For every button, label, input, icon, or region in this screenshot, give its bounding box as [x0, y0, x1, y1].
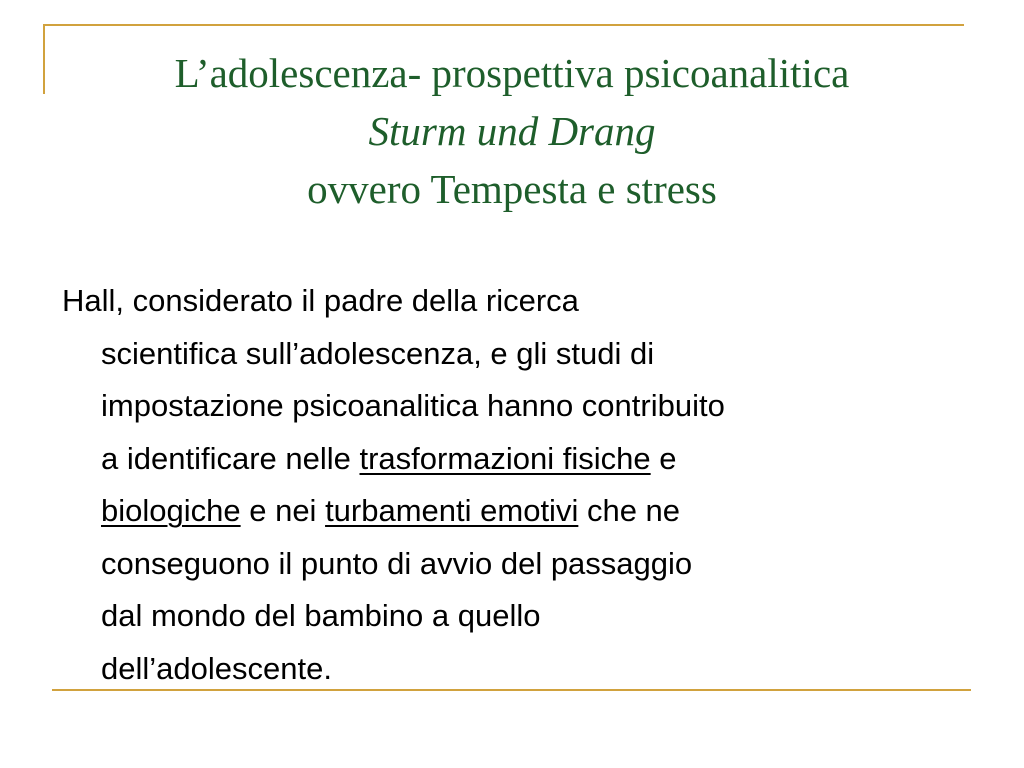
- slide-title: [52, 44, 972, 218]
- body-line-1: Hall, considerato il padre della ricerca: [62, 283, 579, 318]
- body-line-5-text-mid: e nei: [240, 493, 326, 528]
- frame-top-line: [45, 24, 964, 26]
- body-line-8: dell’adolescente.: [101, 650, 332, 686]
- body-line-4: [62, 433, 977, 486]
- title-line-1: L’adolescenza- prospettiva psicoanalitica: [174, 50, 850, 96]
- body-line-5: [62, 485, 977, 538]
- frame-left-line: [43, 24, 45, 94]
- title-line-3: ovvero Tempesta e stress: [307, 166, 717, 212]
- underlined-term-turbamenti-emotivi: turbamenti emotivi: [325, 493, 579, 528]
- underlined-term-trasformazioni-fisiche: trasformazioni fisiche: [359, 440, 651, 476]
- body-paragraph: [62, 275, 977, 695]
- body-line-3: impostazione psicoanalitica hanno contribuito: [101, 388, 725, 423]
- body-line-7: dal mondo del bambino a quello: [101, 598, 541, 633]
- body-line-2: scientifica sull’adolescenza, e gli studi di: [101, 335, 655, 371]
- body-line-4-text-end: e: [650, 440, 677, 476]
- body-line-5-text-end: che ne: [578, 493, 681, 528]
- body-line-6: conseguono il punto di avvio del passaggio: [101, 545, 693, 581]
- underlined-term-biologiche: biologiche: [101, 493, 241, 528]
- title-line-2: Sturm und Drang: [368, 108, 656, 154]
- body-line-4-text-start: a identificare nelle: [101, 440, 360, 476]
